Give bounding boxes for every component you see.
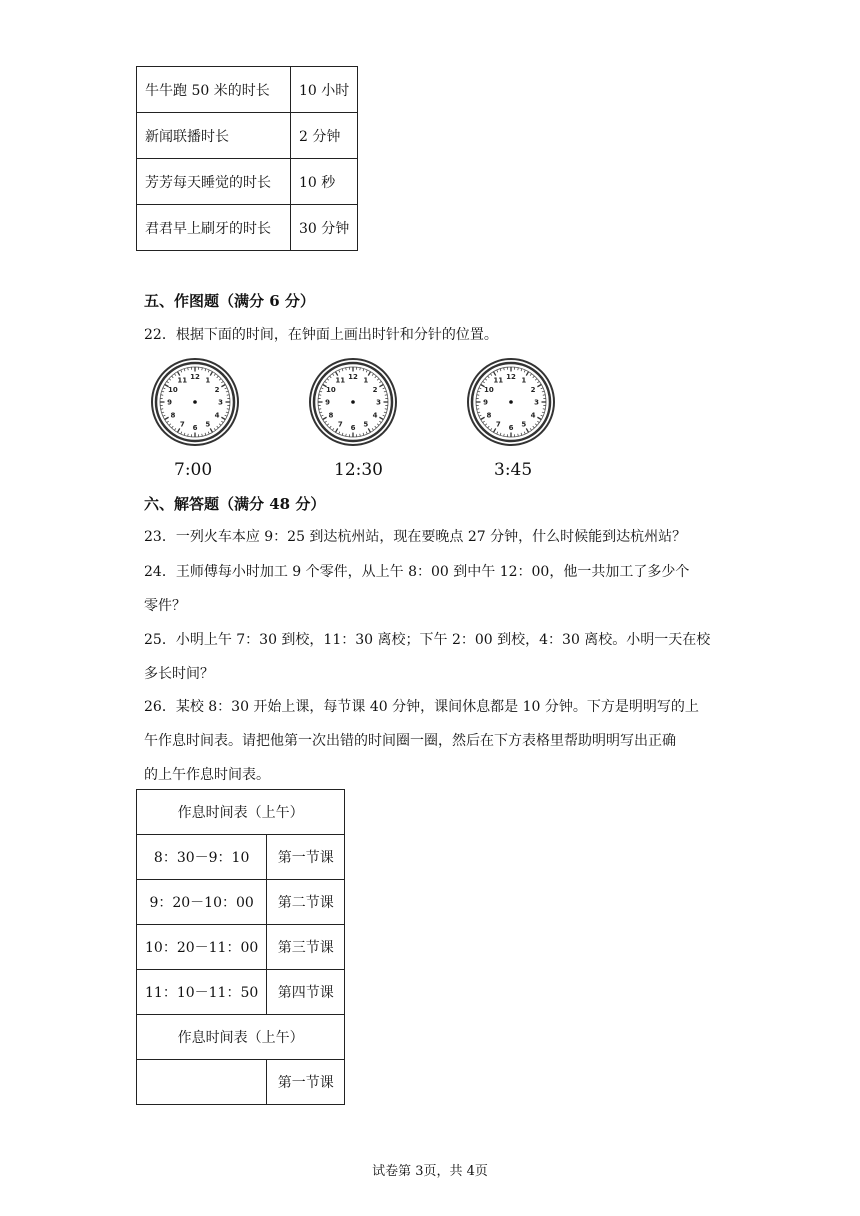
- question-25-line1: 25．小明上午 7：30 到校，11：30 离校；下午 2：00 到校，4：30 离校。小明一天在校: [144, 632, 711, 648]
- svg-text:12: 12: [190, 373, 200, 381]
- svg-text:10: 10: [326, 385, 336, 394]
- question-26-line3: 的上午作息时间表。: [144, 767, 270, 783]
- question-22: 22．根据下面的时间，在钟面上画出时针和分针的位置。: [144, 327, 498, 343]
- svg-text:11: 11: [335, 376, 346, 385]
- svg-text:6: 6: [350, 424, 356, 432]
- duration-table: [136, 66, 358, 251]
- page-footer: 试卷第 3页，共 4页: [372, 1164, 488, 1179]
- table-cell: 2 分钟: [291, 113, 358, 159]
- table-row: [137, 880, 345, 925]
- table-cell: 第四节课: [267, 970, 345, 1015]
- question-25-line2: 多长时间？: [144, 666, 214, 682]
- table-header: 作息时间表（上午）: [137, 790, 345, 835]
- schedule-table: [136, 789, 345, 1105]
- svg-text:9: 9: [167, 398, 172, 407]
- table-row: [137, 1060, 345, 1105]
- table-cell: 第一节课: [267, 835, 345, 880]
- table-row: [137, 835, 345, 880]
- table-cell: 10 秒: [291, 159, 358, 205]
- question-24-line1: 24．王师傅每小时加工 9 个零件，从上午 8：00 到中午 12：00，他一共加工了多少个: [144, 564, 690, 580]
- svg-text:1: 1: [521, 376, 527, 385]
- clock-face-icon: [308, 357, 398, 447]
- svg-text:11: 11: [177, 376, 188, 385]
- table-cell: 牛牛跑 50 米的时长: [137, 67, 291, 113]
- svg-text:7: 7: [179, 420, 185, 429]
- table-row: [137, 67, 358, 113]
- svg-text:3: 3: [218, 398, 223, 407]
- table-cell: 第二节课: [267, 880, 345, 925]
- table-cell: 芳芳每天睡觉的时长: [137, 159, 291, 205]
- table-cell: 9：20－10：00: [137, 880, 267, 925]
- section-heading: 五、作图题（满分 6 分）: [144, 292, 315, 310]
- table-cell: 10 小时: [291, 67, 358, 113]
- svg-text:4: 4: [530, 411, 536, 420]
- clock-time-label: 3:45: [494, 460, 533, 480]
- svg-text:9: 9: [483, 398, 488, 407]
- svg-text:2: 2: [372, 385, 378, 394]
- table-cell: 11：10－11：50: [137, 970, 267, 1015]
- table-row: [137, 925, 345, 970]
- table-cell: 30 分钟: [291, 205, 358, 251]
- table-cell: 10：20－11：00: [137, 925, 267, 970]
- svg-text:9: 9: [325, 398, 330, 407]
- table-row: [137, 970, 345, 1015]
- svg-text:5: 5: [521, 420, 527, 429]
- question-26-line2: 午作息时间表。请把他第一次出错的时间圈一圈，然后在下方表格里帮助明明写出正确: [144, 733, 676, 749]
- question-26-line1: 26．某校 8：30 开始上课，每节课 40 分钟，课间休息都是 10 分钟。下方是明明写的上: [144, 699, 699, 715]
- svg-text:8: 8: [486, 411, 492, 420]
- section-heading: 六、解答题（满分 48 分）: [144, 495, 326, 513]
- svg-text:6: 6: [508, 424, 514, 432]
- svg-text:7: 7: [495, 420, 501, 429]
- table-row: [137, 1015, 345, 1060]
- svg-text:8: 8: [328, 411, 334, 420]
- svg-text:12: 12: [506, 373, 516, 381]
- svg-text:12: 12: [348, 373, 358, 381]
- svg-text:1: 1: [205, 376, 211, 385]
- question-23: 23．一列火车本应 9：25 到达杭州站，现在要晚点 27 分钟，什么时候能到达杭州站？: [144, 529, 687, 545]
- table-cell: 第一节课: [267, 1060, 345, 1105]
- table-cell: 第三节课: [267, 925, 345, 970]
- svg-text:11: 11: [493, 376, 504, 385]
- table-header: 作息时间表（上午）: [137, 1015, 345, 1060]
- table-cell: 新闻联播时长: [137, 113, 291, 159]
- question-24-line2: 零件？: [144, 598, 186, 614]
- svg-text:2: 2: [530, 385, 536, 394]
- svg-text:5: 5: [363, 420, 369, 429]
- svg-text:2: 2: [214, 385, 220, 394]
- clock-face-icon: [466, 357, 556, 447]
- clock-face-icon: [150, 357, 240, 447]
- table-cell: 8：30－9：10: [137, 835, 267, 880]
- table-row: [137, 113, 358, 159]
- clock-time-label: 12:30: [334, 460, 383, 480]
- svg-text:5: 5: [205, 420, 211, 429]
- table-row: [137, 159, 358, 205]
- table-row: [137, 790, 345, 835]
- svg-text:10: 10: [168, 385, 178, 394]
- svg-text:4: 4: [214, 411, 220, 420]
- svg-text:3: 3: [376, 398, 381, 407]
- svg-text:7: 7: [337, 420, 343, 429]
- svg-text:8: 8: [170, 411, 176, 420]
- table-row: [137, 205, 358, 251]
- clock-time-label: 7:00: [174, 460, 213, 480]
- answer-cell[interactable]: [137, 1060, 267, 1105]
- svg-text:4: 4: [372, 411, 378, 420]
- svg-text:3: 3: [534, 398, 539, 407]
- table-cell: 君君早上刷牙的时长: [137, 205, 291, 251]
- svg-text:1: 1: [363, 376, 369, 385]
- svg-text:10: 10: [484, 385, 494, 394]
- svg-text:6: 6: [192, 424, 198, 432]
